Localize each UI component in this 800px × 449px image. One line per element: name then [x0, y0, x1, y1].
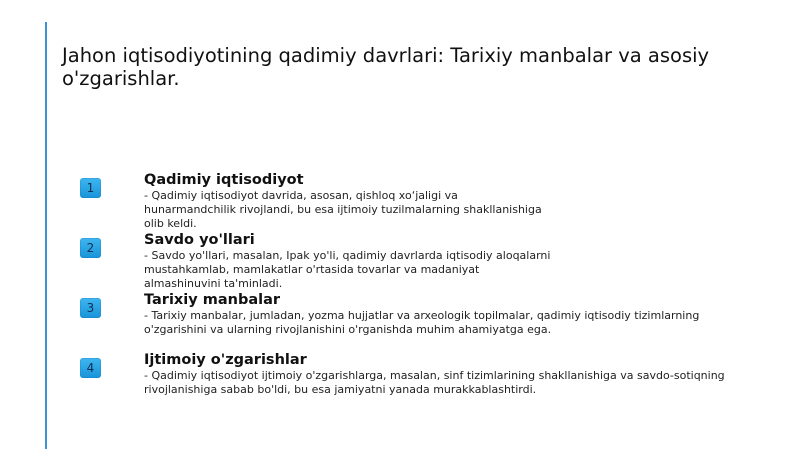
number-badge: 3: [80, 298, 101, 318]
item-description: - Savdo yo'llari, masalan, Ipak yo'li, qadimiy davrlarda iqtisodiy aloqalarni mustahkamlab, mamlakatlar o'rtasida tovarlar va madaniyat almashinuvini ta'minladi.: [144, 249, 551, 290]
number-badge: 2: [80, 238, 101, 258]
accent-line: [45, 22, 47, 449]
item-description: - Qadimiy iqtisodiyot davrida, asosan, qishloq xo‘jaligi va hunarmandchilik rivojlandi, bu esa ijtimoiy tuzilmalarning shakllanishiga olib keldi.: [144, 189, 542, 230]
item-description: - Qadimiy iqtisodiyot ijtimoiy o'zgarishlarga, masalan, sinf tizimlarining shakllanishiga va savdo-sotiqning rivojlanishiga sabab bo'ldi, bu esa jamiyatni yanada murakkablashtirdi.: [144, 369, 725, 396]
number-badge: 4: [80, 358, 101, 378]
number-badge: 1: [80, 178, 101, 198]
item-title: Tarixiy manbalar: [144, 292, 281, 308]
item-title: Savdo yo'llari: [144, 232, 255, 248]
slide-title: Jahon iqtisodiyotining qadimiy davrlari: Tarixiy manbalar va asosiy o'zgarishlar.: [62, 44, 710, 90]
item-description: - Tarixiy manbalar, jumladan, yozma hujjatlar va arxeologik topilmalar, qadimiy iqtisodiy tizimlarning o'zgarishini va ularning rivojlanishini o'rganishda muhim ahamiyatga ega.: [144, 309, 700, 336]
item-title: Qadimiy iqtisodiyot: [144, 172, 304, 188]
item-title: Ijtimoiy o'zgarishlar: [144, 352, 307, 368]
